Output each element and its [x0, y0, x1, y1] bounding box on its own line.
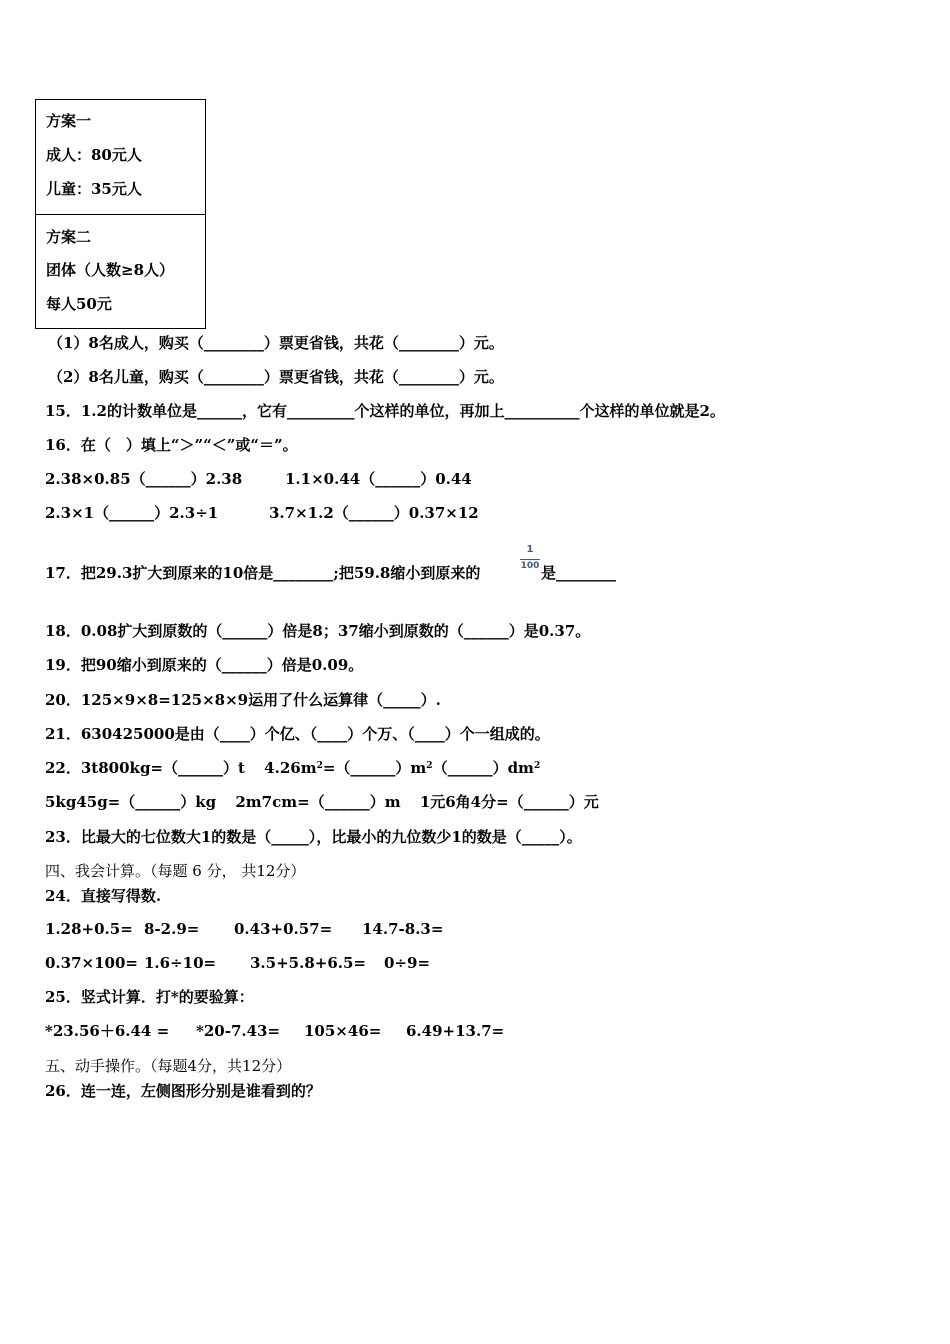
question-16-c: 2.3×1（______）2.3÷1 [45, 504, 219, 522]
question-25-d: 6.49+13.7= [406, 1022, 505, 1040]
area-value: 4.26m [264, 759, 317, 777]
question-14-1: （1）8名成人，购买（________）票更省钱，共花（________）元。 [48, 334, 504, 352]
question-22-row-1 [45, 758, 540, 778]
question-20: 20．125×9×8=125×8×9运用了什么运算律（_____）. [45, 691, 441, 709]
question-16-a: 2.38×0.85（______）2.38 [45, 470, 243, 488]
section-5-heading: 五、动手操作。（每题4分，共12分） [45, 1057, 292, 1075]
plan-one-title: 方案一 [46, 112, 92, 130]
question-24-e: 0.37×100= [45, 954, 138, 972]
fraction-denominator: 100 [520, 561, 540, 571]
plan-two-title: 方案二 [46, 228, 92, 246]
area-blank-m2: =（______）m [322, 759, 427, 777]
question-17-second-part: 是________ [541, 564, 617, 582]
question-22-area [264, 759, 540, 777]
question-24-b: 8-2.9= [144, 920, 200, 938]
question-25: 25．竖式计算．打*的要验算： [45, 988, 254, 1006]
superscript-2: 2 [316, 761, 323, 771]
pricing-plan-box [35, 99, 206, 329]
question-16-d: 3.7×1.2（______）0.37×12 [269, 504, 479, 522]
section-4-heading: 四、我会计算。（每题 6 分， 共12分） [45, 862, 306, 880]
question-26: 26．连一连，左侧图形分别是谁看到的？ [45, 1082, 321, 1100]
plan-two-section [36, 214, 205, 330]
fraction-bar [520, 559, 540, 560]
question-22-row-2 [45, 792, 599, 812]
question-22-m: 2m7cm=（______）m [235, 793, 401, 811]
question-18: 18．0.08扩大到原数的（______）倍是8；37缩小到原数的（______）是0.37。 [45, 622, 591, 640]
question-25-b: *20-7.43= [196, 1022, 281, 1040]
question-24-a: 1.28+0.5= [45, 920, 133, 938]
question-24: 24．直接写得数. [45, 887, 162, 905]
question-24-d: 14.7-8.3= [362, 920, 444, 938]
superscript-2: 2 [533, 761, 541, 771]
plan-two-each-price: 每人50元 [46, 295, 112, 313]
plan-two-group-rule: 团体（人数≥8人） [46, 261, 175, 279]
question-23: 23．比最大的七位数大1的数是（_____），比最小的九位数少1的数是（_____）。 [45, 828, 582, 846]
fraction-numerator: 1 [526, 544, 534, 555]
superscript-2: 2 [426, 761, 433, 771]
question-22-kg: 5kg45g=（______）kg [45, 793, 217, 811]
question-19: 19．把90缩小到原来的（______）倍是0.09。 [45, 656, 364, 674]
fraction-one-hundredth [518, 544, 542, 574]
area-blank-dm2: （______）dm [432, 759, 534, 777]
question-14-2: （2）8名儿童，购买（________）票更省钱，共花（________）元。 [48, 368, 504, 386]
question-22-yuan: 1元6角4分=（______）元 [419, 793, 599, 811]
plan-one-section [36, 100, 205, 214]
question-15: 15．1.2的计数单位是______，它有_________个这样的单位，再加上__________个这样的单位就是2。 [45, 402, 725, 420]
question-24-h: 0÷9= [384, 954, 431, 972]
question-22-ton: 22．3t800kg=（______）t [45, 759, 245, 777]
question-16-b: 1.1×0.44（______）0.44 [285, 470, 472, 488]
question-24-c: 0.43+0.57= [234, 920, 333, 938]
question-25-a: *23.56＋6.44 = [45, 1022, 170, 1040]
question-17-first-part: 17．把29.3扩大到原来的10倍是________;把59.8缩小到原来的 [45, 564, 481, 582]
question-21: 21．630425000是由（____）个亿、（____）个万、（____）个一组成的。 [45, 725, 550, 743]
question-24-f: 1.6÷10= [144, 954, 217, 972]
question-24-g: 3.5+5.8+6.5= [250, 954, 366, 972]
question-16: 16．在（ ）填上“＞”“＜”或“＝”。 [45, 436, 298, 454]
question-25-c: 105×46= [304, 1022, 382, 1040]
plan-one-adult-price: 成人：80元人 [46, 146, 142, 164]
plan-one-child-price: 儿童：35元人 [46, 180, 142, 198]
